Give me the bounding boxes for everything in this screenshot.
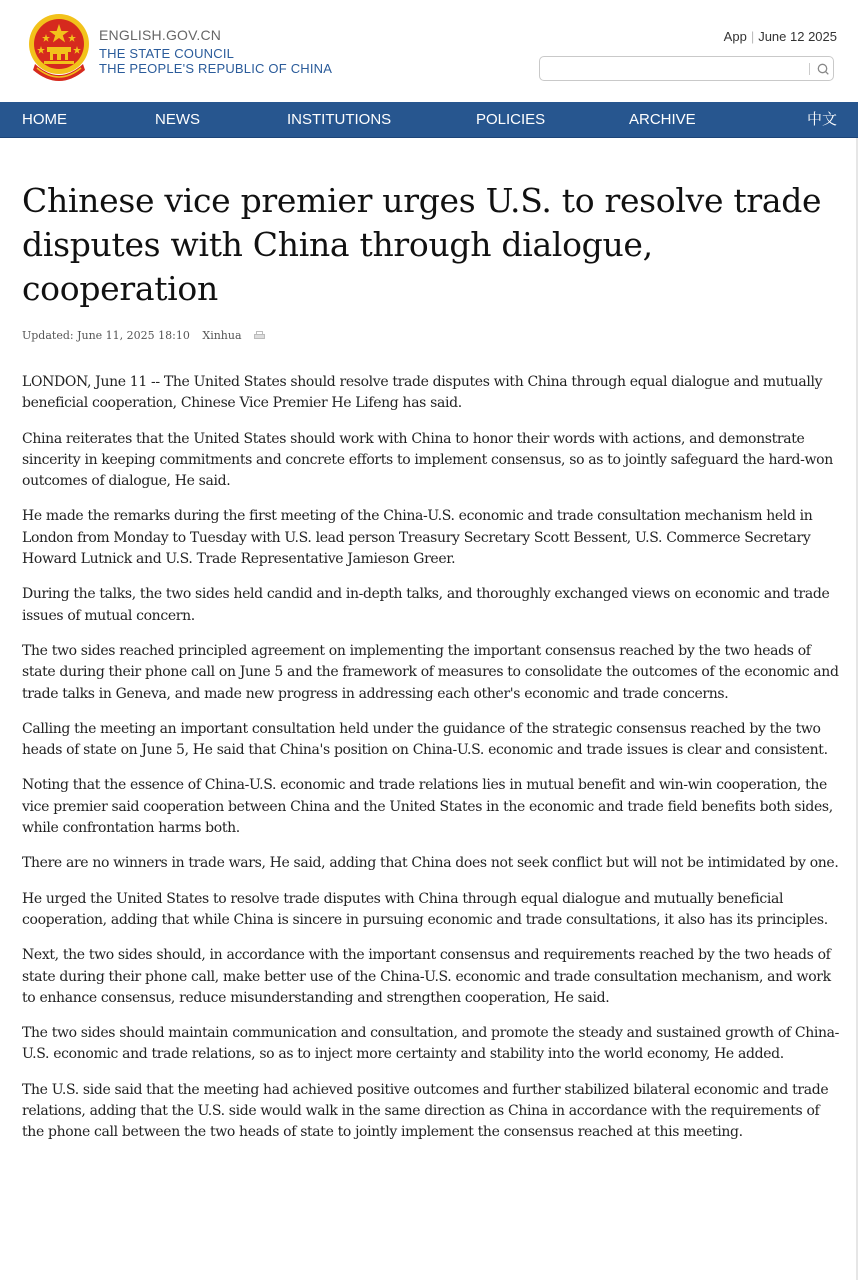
state-council-title[interactable]: THE STATE COUNCIL: [99, 46, 235, 61]
nav-archive[interactable]: ARCHIVE: [629, 111, 696, 128]
article-paragraph: LONDON, June 11 -- The United States should resolve trade disputes with China through equal dialogue and mutually beneficial cooperation, Chinese Vice Premier He Lifeng has said.: [22, 374, 823, 412]
article-source: Xinhua: [202, 329, 242, 342]
article-paragraph: Noting that the essence of China-U.S. economic and trade relations lies in mutual benefit and win-win cooperation, the vice premier said cooperation between China and the United States in the economic and trade field benefits both sides, while confrontation harms both.: [22, 777, 833, 837]
topbar-right: [724, 29, 837, 44]
article-title: Chinese vice premier urges U.S. to resolve trade disputes with China through dialogue, cooperation: [22, 181, 822, 308]
article-body: [22, 372, 840, 1158]
print-icon[interactable]: [254, 331, 265, 340]
nav-chinese-language[interactable]: 中文: [807, 111, 838, 128]
search-divider: [809, 63, 810, 75]
search-icon[interactable]: [817, 63, 829, 75]
updated-timestamp: Updated: June 11, 2025 18:10: [22, 329, 190, 342]
search-input[interactable]: [546, 60, 808, 79]
site-header: [0, 0, 858, 102]
current-date: June 12 2025: [758, 29, 837, 44]
article-meta: [22, 329, 265, 342]
national-emblem-icon[interactable]: [27, 12, 91, 82]
article-paragraph: He made the remarks during the first meeting of the China-U.S. economic and trade consultation mechanism held in London from Monday to Tuesday with U.S. lead person Treasury Secretary Scott Bessent, U.S. Commerce Secretary Howard Lutnick and U.S. Trade Representative Jamieson Greer.: [22, 508, 813, 568]
article-paragraph: Calling the meeting an important consultation held under the guidance of the strategic consensus reached by the two heads of state on June 5, He said that China's position on China-U.S. economic and trade issues is clear and consistent.: [22, 720, 828, 759]
article-paragraph: China reiterates that the United States should work with China to honor their words with actions, and demonstrate sincerity in keeping commitments and concrete efforts to implement consensus, so as to jointly safeguard the hard-won outcomes of dialogue, He said.: [22, 430, 833, 490]
search-box: [539, 56, 834, 81]
article-paragraph: During the talks, the two sides held candid and in-depth talks, and thoroughly exchanged views on economic and trade issues of mutual concern.: [22, 586, 830, 624]
nav-news[interactable]: NEWS: [155, 111, 200, 128]
article-paragraph: The two sides reached principled agreement on implementing the important consensus reached by the two heads of state during their phone call on June 5 and the framework of measures to consolidate the outcomes of the economic and trade talks in Geneva, and made new progress in addressing each other's economic and trade concerns.: [22, 642, 839, 702]
app-link[interactable]: App: [723, 29, 747, 44]
site-name[interactable]: ENGLISH.GOV.CN: [99, 27, 222, 43]
main-nav: [0, 102, 858, 138]
article-paragraph: The two sides should maintain communication and consultation, and promote the steady and sustained growth of China-U.S. economic and trade relations, so as to inject more certainty and stability into the world economy, He added.: [22, 1025, 840, 1063]
nav-institutions[interactable]: INSTITUTIONS: [287, 111, 392, 128]
topbar-separator: |: [750, 29, 755, 44]
article-paragraph: There are no winners in trade wars, He said, adding that China does not seek conflict but will not be intimidated by one.: [22, 855, 839, 872]
nav-policies[interactable]: POLICIES: [476, 111, 546, 128]
article-paragraph: Next, the two sides should, in accordance with the important consensus and requirements reached by the two heads of state during their phone call, make better use of the China-U.S. economic and trade consultation mechanism, and work to enhance consensus, reduce misunderstanding and strengthen cooperation, He said.: [22, 947, 831, 1006]
article-paragraph: He urged the United States to resolve trade disputes with China through equal dialogue and mutually beneficial cooperation, adding that while China is sincere in pursuing economic and trade consultations, it also has its principles.: [22, 890, 828, 928]
prc-title[interactable]: THE PEOPLE'S REPUBLIC OF CHINA: [99, 61, 333, 76]
article-paragraph: The U.S. side said that the meeting had achieved positive outcomes and further stabilized bilateral economic and trade relations, adding that the U.S. side would walk in the same direction as China in accordance with the requirements of the phone call between the two heads of state to jointly implement the consensus reached at this meeting.: [22, 1081, 829, 1141]
nav-home[interactable]: HOME: [22, 111, 67, 128]
